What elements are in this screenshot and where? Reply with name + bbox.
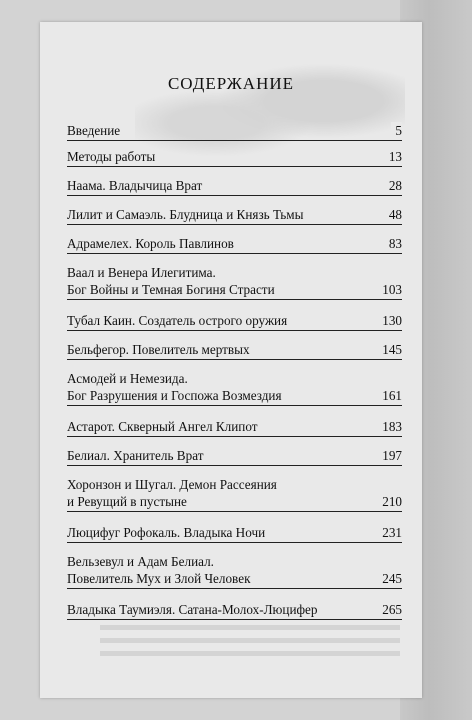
toc-page-number: 103: [378, 281, 402, 298]
toc-entry-line: Хоронзон и Шугал. Демон Рассеяния: [67, 477, 277, 492]
toc-entry: [67, 206, 402, 225]
toc-entry-line: Астарот. Скверный Ангел Клипот: [67, 419, 262, 434]
toc-entry: [67, 235, 402, 254]
toc-entry: [67, 524, 402, 543]
toc-list: [67, 122, 402, 620]
toc-entry-line: Бог Войны и Темная Богиня Страсти: [67, 282, 279, 297]
toc-entry: [67, 312, 402, 331]
toc-entry: [67, 553, 402, 589]
toc-page-number: 83: [385, 235, 402, 252]
book-page: [40, 22, 422, 698]
toc-entry-title: [67, 341, 378, 358]
toc-entry-line: Лилит и Самаэль. Блудница и Князь Тьмы: [67, 207, 307, 222]
toc-entry-title: [67, 148, 385, 165]
toc-entry-line: и Ревущий в пустыне: [67, 494, 191, 509]
toc-entry: [67, 122, 402, 141]
toc-entry-title: [67, 524, 378, 541]
toc-entry-line: Асмодей и Немезида.: [67, 371, 188, 386]
bleed-through-text: [100, 617, 400, 677]
toc-page-number: 265: [378, 601, 402, 618]
toc-entry-title: [67, 122, 391, 139]
toc-entry-line: Повелитель Мух и Злой Человек: [67, 571, 254, 586]
toc-entry-line: Вельзевул и Адам Белиал.: [67, 554, 214, 569]
toc-entry-line: Бельфегор. Повелитель мертвых: [67, 342, 254, 357]
toc-entry: [67, 148, 402, 167]
toc-page-number: 28: [385, 177, 402, 194]
toc-entry-line: Адрамелех. Король Павлинов: [67, 236, 238, 251]
toc-entry: [67, 418, 402, 437]
toc-page-number: 161: [378, 387, 402, 404]
toc-entry-line: Методы работы: [67, 149, 159, 164]
toc-entry-title: [67, 264, 378, 298]
toc-entry-title: [67, 418, 378, 435]
toc-entry-line: Бог Разрушения и Госпожа Возмездия: [67, 388, 286, 403]
toc-entry-line: Люцифуг Рофокаль. Владыка Ночи: [67, 525, 269, 540]
toc-page-number: 245: [378, 570, 402, 587]
toc-page-number: 231: [378, 524, 402, 541]
toc-entry-title: [67, 370, 378, 404]
toc-page-number: 197: [378, 447, 402, 464]
toc-entry: [67, 264, 402, 300]
toc-page-number: 183: [378, 418, 402, 435]
toc-entry: [67, 601, 402, 620]
toc-entry-title: [67, 476, 378, 510]
toc-entry-line: Владыка Таумиэля. Сатана-Молох-Люцифер: [67, 602, 322, 617]
toc-entry-line: Наама. Владычица Врат: [67, 178, 206, 193]
toc-page-number: 48: [385, 206, 402, 223]
toc-entry-title: [67, 177, 385, 194]
toc-entry: [67, 370, 402, 406]
toc-entry: [67, 447, 402, 466]
toc-entry-title: [67, 601, 378, 618]
toc-entry-title: [67, 447, 378, 464]
toc-entry: [67, 476, 402, 512]
toc-page-number: 13: [385, 148, 402, 165]
toc-entry-title: [67, 206, 385, 223]
toc-entry: [67, 341, 402, 360]
toc-title: СОДЕРЖАНИЕ: [167, 74, 295, 93]
toc-page-number: 130: [378, 312, 402, 329]
toc-entry-line: Тубал Каин. Создатель острого оружия: [67, 313, 291, 328]
toc-page-number: 5: [391, 122, 402, 139]
toc-entry: [67, 177, 402, 196]
toc-entry-line: Белиал. Хранитель Врат: [67, 448, 207, 463]
toc-entry-line: Введение: [67, 123, 124, 138]
toc-entry-line: Ваал и Венера Илегитима.: [67, 265, 216, 280]
toc-entry-title: [67, 312, 378, 329]
toc-page-number: 210: [378, 493, 402, 510]
toc-entry-title: [67, 235, 385, 252]
toc-entry-title: [67, 553, 378, 587]
toc-page-number: 145: [378, 341, 402, 358]
